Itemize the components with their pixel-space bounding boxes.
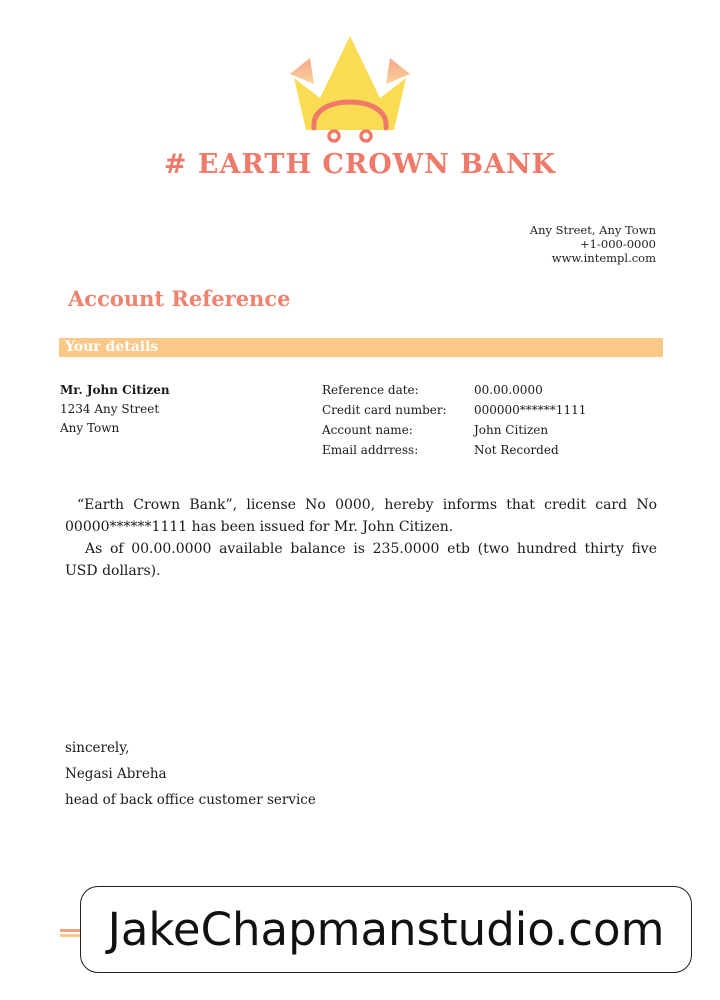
section-title: Your details — [65, 339, 159, 355]
detail-label: Credit card number: — [322, 403, 447, 417]
detail-label: Email addrress: — [322, 443, 419, 457]
detail-row — [322, 420, 586, 440]
detail-value: 00.00.0000 — [474, 383, 543, 397]
signature-closing: sincerely, — [65, 740, 130, 756]
customer-street: 1234 Any Street — [60, 402, 160, 416]
customer-address — [60, 381, 170, 438]
detail-label: Account name: — [322, 423, 413, 437]
watermark-text: JakeChapmanstudio.com — [107, 903, 665, 956]
detail-value: 000000******1111 — [474, 403, 587, 417]
document-title: Account Reference — [68, 286, 291, 311]
signature-block — [65, 735, 316, 813]
body-paragraph: “Earth Crown Bank”, license No 0000, hereby informs that credit card No 00000******1111 has been issued for Mr. John Citizen. — [65, 497, 657, 535]
letter-body — [65, 494, 657, 582]
account-details — [322, 380, 586, 460]
contact-website: www.intempl.com — [551, 251, 656, 265]
contact-info — [530, 223, 656, 265]
bank-name: # EARTH CROWN BANK — [163, 149, 557, 180]
customer-town: Any Town — [60, 421, 120, 435]
contact-phone: +1-000-0000 — [580, 237, 656, 251]
detail-row — [322, 400, 586, 420]
crown-logo-icon — [284, 32, 416, 144]
customer-name: Mr. John Citizen — [60, 383, 170, 397]
detail-label: Reference date: — [322, 383, 419, 397]
detail-value: John Citizen — [474, 423, 549, 437]
detail-row — [322, 440, 586, 460]
section-bar — [59, 338, 663, 357]
body-paragraph: As of 00.00.0000 available balance is 235.0000 etb (two hundred thirty five USD dollars). — [65, 541, 657, 579]
contact-address: Any Street, Any Town — [529, 223, 656, 237]
watermark-banner — [80, 886, 692, 973]
detail-value: Not Recorded — [474, 443, 559, 457]
detail-row — [322, 380, 586, 400]
signature-position: head of back office customer service — [65, 792, 316, 808]
signature-name: Negasi Abreha — [65, 766, 167, 782]
